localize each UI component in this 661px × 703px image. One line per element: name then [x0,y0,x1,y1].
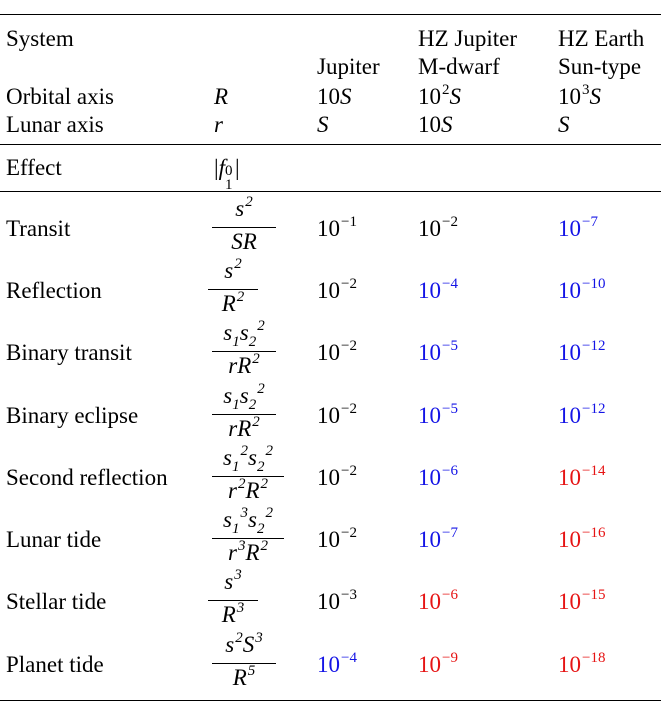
value-cell: $10^{-7}$ [558,214,598,241]
lunar-axis-symbol: r [214,112,223,137]
row-name: Planet tide [6,652,104,677]
lunar-axis-hz-earth: S [558,112,570,137]
value-cell: $10^{-4}$ [418,276,458,303]
row-name: Binary transit [6,340,132,365]
row-name: Second reflection [6,465,168,490]
value-cell: $10^{-14}$ [558,463,606,490]
effect-symbol: |f 0 1 | [214,155,240,193]
formula-second-reflection: $s_1^2s_2^2$ $r^2R^2$ [212,445,284,507]
formula-reflection: $s^2$ $R^2$ [208,258,258,320]
effect-rule [0,191,661,192]
orbital-axis-jupiter: 10S [317,84,352,109]
value-cell: $10^{-5}$ [418,338,458,365]
row-name: Lunar tide [6,527,102,552]
value-cell: $10^{-4}$ [317,650,357,677]
value-cell: $10^{-2}$ [317,463,357,490]
value-cell: $10^{-7}$ [418,525,458,552]
value-cell: $10^{-12}$ [558,401,606,428]
lunar-axis-hz-jupiter: 10S [418,112,453,137]
col-jupiter-name: Jupiter [317,54,380,79]
row-name: Binary eclipse [6,403,139,428]
formula-binary-transit: $s_1s_2^2$ $rR^2$ [212,320,276,382]
formula-transit: $s^2$ SR [212,196,276,255]
formula-lunar-tide: $s_1^3s_2^2$ $r^3R^2$ [212,507,284,569]
col-hz-jupiter-line2: M-dwarf [418,54,500,79]
value-cell: $10^{-15}$ [558,587,606,614]
row-name: Reflection [6,278,102,303]
value-cell: $10^{-2}$ [317,338,357,365]
lunar-axis-jupiter: S [317,112,329,137]
value-cell: $10^{-3}$ [317,587,357,614]
system-label: System [6,26,74,51]
effect-label: Effect [6,155,62,180]
header-rule [0,144,661,145]
bottom-rule [0,700,661,701]
formula-planet-tide: $s^2S^3$ $R^5$ [212,632,276,694]
col-hz-earth-line2: Sun-type [558,54,642,79]
value-cell: $10^{-2}$ [317,276,357,303]
value-cell: $10^{-6}$ [418,587,458,614]
value-cell: $10^{-2}$ [317,401,357,428]
row-name: Transit [6,216,71,241]
col-hz-jupiter-line1: HZ Jupiter [418,26,518,51]
value-cell: $10^{-2}$ [418,214,458,241]
formula-stellar-tide: $s^3$ $R^3$ [208,569,258,631]
value-cell: $10^{-6}$ [418,463,458,490]
row-name: Stellar tide [6,589,107,614]
value-cell: $10^{-10}$ [558,276,606,303]
value-cell: $10^{-5}$ [418,401,458,428]
orbital-axis-hz-earth: $10^3S$ [558,82,601,109]
value-cell: $10^{-9}$ [418,650,458,677]
formula-binary-eclipse: $s_1s_2^2$ $rR^2$ [212,383,276,445]
orbital-axis-symbol: R [214,84,229,109]
orbital-axis-label: Orbital axis [6,84,114,109]
top-rule [0,14,661,15]
value-cell: $10^{-2}$ [317,525,357,552]
value-cell: $10^{-1}$ [317,214,357,241]
col-hz-earth-line1: HZ Earth [558,26,645,51]
value-cell: $10^{-16}$ [558,525,606,552]
lunar-axis-label: Lunar axis [6,112,104,137]
value-cell: $10^{-18}$ [558,650,606,677]
value-cell: $10^{-12}$ [558,338,606,365]
orbital-axis-hz-jupiter: $10^2S$ [418,82,461,109]
